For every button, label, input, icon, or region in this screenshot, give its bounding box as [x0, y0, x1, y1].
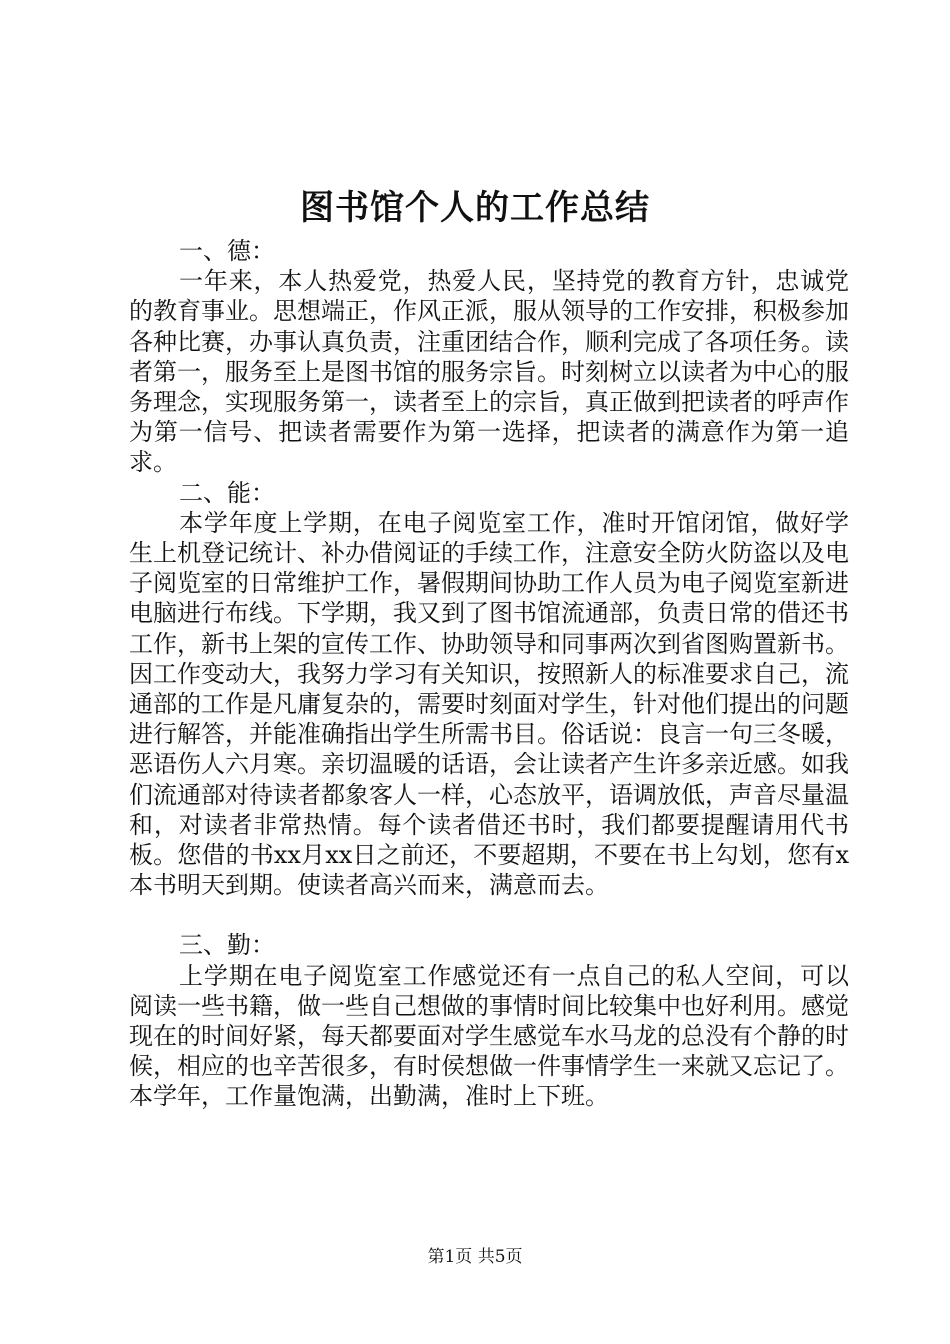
section-paragraph-neng: 本学年度上学期，在电子阅览室工作，准时开馆闭馆，做好学生上机登记统计、补办借阅证的手续工作，注意安全防火防盗以及电子阅览室的日常维护工作，暑假期间协助工作人员为电子阅览室新进电脑进行布线。下学期，我又到了图书馆流通部，负责日常的借还书工作，新书上架的宣传工作、协助领导和同事两次到省图购置新书。因工作变动大，我努力学习有关知识，按照新人的标准要求自己，流通部的工作是凡庸复杂的，需要时刻面对学生，针对他们提出的问题进行解答，并能准确指出学生所需书目。俗话说：良言一句三冬暖，恶语伤人六月寒。亲切温暖的话语，会让读者产生许多亲近感。如我们流通部对待读者都象客人一样，心态放平，语调放低，声音尽量温和，对读者非常热情。每个读者借还书时，我们都要提醒请用代书板。您借的书xx月xx日之前还，不要超期，不要在书上勾划，您有x本书明天到期。使读者高兴而来，满意而去。: [129, 508, 849, 900]
document-title: 图书馆个人的工作总结: [300, 188, 650, 228]
section-paragraph-qin: 上学期在电子阅览室工作感觉还有一点自己的私人空间，可以阅读一些书籍，做一些自己想做的事情时间比较集中也好利用。感觉现在的时间好紧，每天都要面对学生感觉车水马龙的总没有个静的时候，相应的也辛苦很多，有时侯想做一件事情学生一来就又忘记了。本学年，工作量饱满，出勤满，准时上下班。: [129, 961, 849, 1111]
paragraph-spacer: [129, 900, 849, 930]
section-paragraph-de: 一年来，本人热爱党，热爱人民，坚持党的教育方针，忠诚党的教育事业。思想端正，作风正派，服从领导的工作安排，积极参加各种比赛，办事认真负责，注重团结合作，顺利完成了各项任务。读者第一，服务至上是图书馆的服务宗旨。时刻树立以读者为中心的服务理念，实现服务第一，读者至上的宗旨，真正做到把读者的呼声作为第一信号、把读者需要作为第一选择，把读者的满意作为第一追求。: [129, 267, 849, 477]
section-heading-neng: 二、能：: [179, 478, 275, 507]
page-number-footer: 第1页 共5页: [427, 1247, 523, 1267]
document-body: [129, 236, 849, 1112]
section-heading-qin: 三、勤：: [179, 931, 275, 960]
section-heading-de: 一、德：: [179, 237, 275, 265]
